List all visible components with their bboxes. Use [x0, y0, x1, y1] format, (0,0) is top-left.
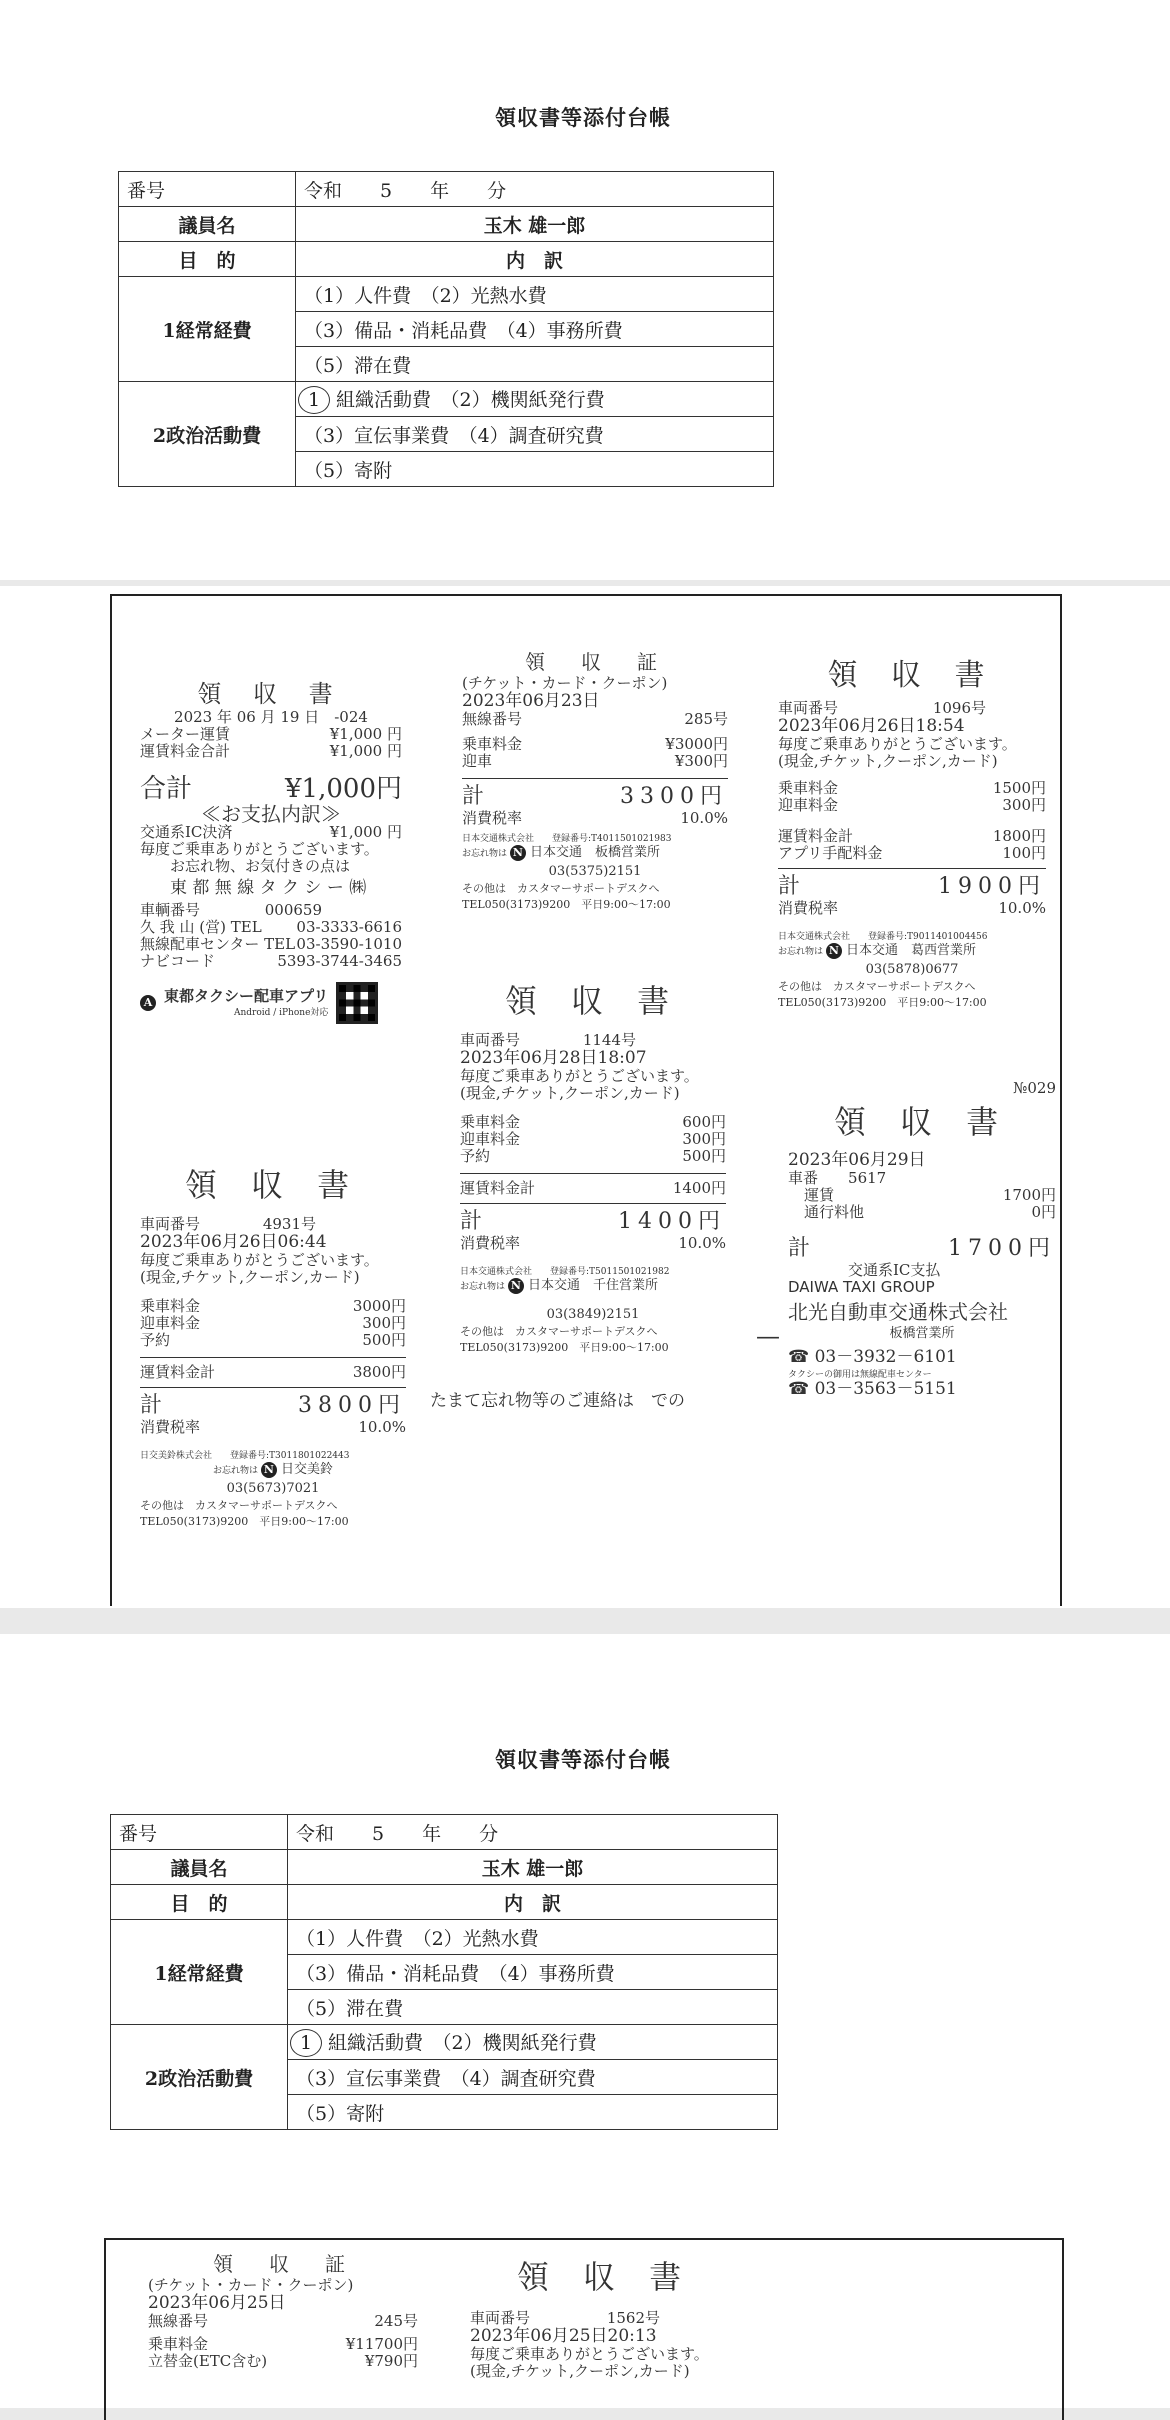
receipt-datetime: 2023年06月26日18:54: [778, 716, 965, 736]
total-line: 計 1900円: [778, 874, 1046, 899]
ledger-cat2-item: （3）宣伝事業費 （4）調査研究費: [296, 417, 774, 452]
ledger-title: 領収書等添付台帳: [495, 105, 671, 130]
ledger-cat1: 1経常経費: [119, 277, 296, 382]
company-reg: 日交美鈴株式会社 登録番号:T3011801022443: [140, 1451, 350, 1461]
ledger-period: 令和 5 年 分: [296, 172, 774, 207]
thanks-text: 毎度ご乗車ありがとうございます。: [470, 2345, 709, 2363]
pay-method: 交通系IC支払: [848, 1261, 941, 1279]
company-reg: 日本交通株式会社 登録番号:T4011501021983: [462, 834, 672, 844]
car-line: 車両番号 1144号: [460, 1031, 636, 1049]
ledger-bango: 番号: [119, 172, 296, 207]
ledger-cat2-item-circled: [288, 2025, 778, 2060]
ledger-member-label: 議員名: [119, 207, 296, 242]
nihon-kotsu-logo-icon: N: [508, 1278, 524, 1294]
receipt-b-2: [470, 2252, 740, 2380]
ledger-cat2-item-circled: [296, 382, 774, 417]
phone-line: ☎ 03－3563－5151: [788, 1379, 957, 1399]
office-name: 板橋営業所: [889, 1326, 955, 1341]
ledger-table: [118, 171, 774, 487]
fare-line: 乗車料金 1500円: [778, 779, 1046, 797]
car-line: 車番 5617: [788, 1169, 887, 1187]
desk-text: その他は カスタマーサポートデスクへ: [140, 1499, 338, 1512]
pay-line: 交通系IC決済 ¥1,000 円: [140, 823, 402, 841]
desk-tel: TEL050(3173)9200 平日9:00～17:00: [140, 1515, 349, 1528]
receipt-hokko: [788, 1080, 1056, 1399]
thanks-text: 毎度ご乗車ありがとうございます。: [778, 735, 1017, 753]
radio-line: 無線番号 245号: [148, 2312, 418, 2330]
tax-line: 消費税率 10.0%: [140, 1418, 406, 1436]
ledger-cat1-item: （5）滞在費: [288, 1990, 778, 2025]
receipt-nikko: [140, 1160, 406, 1529]
fare-line: 乗車料金 3000円: [140, 1297, 406, 1315]
receipt-title: 領 収 書: [833, 1103, 1011, 1141]
office-name: お忘れ物は N 日本交通 千住営業所: [460, 1278, 659, 1293]
fare-line: 乗車料金 ¥3000円: [462, 735, 728, 753]
desk-tel: TEL050(3173)9200 平日9:00～17:00: [462, 898, 671, 911]
info-line: 無線配車センター TEL 03-3590-1010: [140, 935, 402, 953]
receipt-title: 領 収 証: [525, 650, 665, 674]
office-name: お忘れ物は N 日交美鈴: [212, 1462, 334, 1477]
desk-text: その他は カスタマーサポートデスクへ: [460, 1325, 658, 1338]
receipt-kasai: [778, 650, 1046, 1010]
car-line: 車両番号 4931号: [140, 1215, 316, 1233]
tax-line: 消費税率 10.0%: [462, 809, 728, 827]
ledger-cat2-item-text: 組織活動費 （2）機関紙発行費: [336, 388, 605, 411]
ledger-cat1-item: （1）人件費 （2）光熱水費: [288, 1920, 778, 1955]
ledger-member-name: 玉木 雄一郎: [288, 1850, 778, 1885]
tax-line: 消費税率 10.0%: [460, 1234, 726, 1252]
total-line: 合計 ¥1,000円: [140, 774, 402, 804]
info-line: 久 我 山 (営) TEL 03-3333-6616: [140, 918, 402, 936]
company-reg: 日本交通株式会社 登録番号:T5011501021982: [460, 1267, 670, 1277]
office-phone: 03(5878)0677: [865, 962, 959, 977]
receipt-date: 2023 年 06 月 19 日 -024: [174, 708, 368, 726]
receipt-subtitle: (チケット・カード・クーポン): [462, 674, 668, 692]
receipt-date: 2023年06月23日: [462, 691, 600, 711]
receipt-datetime: 2023年06月26日06:44: [140, 1232, 327, 1252]
desk-tel: TEL050(3173)9200 平日9:00～17:00: [778, 996, 987, 1009]
circle-mark: 1: [298, 386, 330, 414]
methods-text: (現金,チケット,クーポン,カード): [778, 752, 998, 770]
ledger-cat1-item: （5）滞在費: [296, 347, 774, 382]
receipt-title: 領 収 書: [827, 658, 997, 693]
ledger-cat2-item: （5）寄附: [288, 2095, 778, 2130]
dash-mark: —: [756, 1322, 780, 1350]
thanks-text: 毎度ご乗車ありがとうございます。: [460, 1067, 699, 1085]
app-name: 東都タクシー配車アプリ: [164, 987, 329, 1005]
ledger-cat1-item: （3）備品・消耗品費 （4）事務所費: [296, 312, 774, 347]
breakdown-heading: ≪お支払内訳≫: [201, 802, 341, 826]
receipt-ticket-2: [148, 2248, 418, 2370]
nihon-kotsu-logo-icon: N: [510, 845, 526, 861]
receipt-date: 2023年06月25日: [148, 2293, 286, 2313]
ledger-cat1-item: （3）備品・消耗品費 （4）事務所費: [288, 1955, 778, 1990]
fare-line: 迎車料金 300円: [460, 1130, 726, 1148]
office-phone: 03(5673)7021: [226, 1481, 320, 1496]
fare-line: 運賃料金計 1800円: [778, 827, 1046, 845]
desk-tel: TEL050(3173)9200 平日9:00～17:00: [460, 1341, 669, 1354]
company-reg: 日本交通株式会社 登録番号:T9011401004456: [778, 932, 988, 942]
total-line: 計 1700円: [788, 1236, 1056, 1261]
methods-text: (現金,チケット,クーポン,カード): [460, 1084, 680, 1102]
receipt-title: 領 収 書: [504, 982, 682, 1020]
ledger-breakdown-label: 内 訳: [288, 1885, 778, 1920]
subtotal-line: 運賃料金計 3800円: [140, 1363, 406, 1381]
office-name: お忘れ物は N 日本交通 葛西営業所: [778, 943, 977, 958]
group-name: DAIWA TAXI GROUP: [788, 1278, 935, 1296]
ledger-bango: 番号: [111, 1815, 288, 1850]
ledger-table: [110, 1814, 778, 2130]
ledger-cat1-item: （1）人件費 （2）光熱水費: [296, 277, 774, 312]
receipt-itabashi: [462, 646, 728, 912]
nikko-logo-icon: N: [261, 1462, 277, 1478]
receipt-subtitle: (チケット・カード・クーポン): [148, 2276, 354, 2294]
subtotal-line: 運賃料金計 1400円: [460, 1179, 726, 1197]
receipt-title: 領 収 書: [184, 1166, 362, 1204]
office-name: お忘れ物は N 日本交通 板橋営業所: [462, 845, 661, 860]
office-phone: 03(3849)2151: [546, 1307, 640, 1322]
info-line: ナビコード 5393-3744-3465: [140, 952, 402, 970]
car-line: 車両番号 1096号: [778, 699, 986, 717]
fare-line: 立替金(ETC含む) ¥790円: [148, 2352, 418, 2370]
car-line: 車両番号 1562号: [470, 2309, 660, 2327]
fare-line: 迎車料金 300円: [140, 1314, 406, 1332]
ledger-cat2-item-text: 組織活動費 （2）機関紙発行費: [328, 2031, 597, 2054]
ledger-member-name: 玉木 雄一郎: [296, 207, 774, 242]
receipt-date: 2023年06月29日: [788, 1150, 926, 1170]
total-line: 計 3300円: [462, 784, 728, 809]
fare-line: 運賃料金合計 ¥1,000 円: [140, 742, 402, 760]
cutoff-text: たまて忘れ物等のご連絡は での: [430, 1391, 685, 1411]
app-logo-icon: A: [140, 995, 156, 1011]
circle-mark: 1: [290, 2029, 322, 2057]
ledger-title: 領収書等添付台帳: [495, 1747, 671, 1772]
thanks-text: 毎度ご乗車ありがとうございます。: [140, 840, 379, 858]
nihon-kotsu-logo-icon: N: [826, 943, 842, 959]
methods-text: (現金,チケット,クーポン,カード): [140, 1268, 360, 1286]
thanks-text: 毎度ご乗車ありがとうございます。: [140, 1251, 379, 1269]
phone-icon: ☎: [788, 1379, 810, 1399]
qr-code-icon: [336, 982, 378, 1024]
ledger-cat1: 1経常経費: [111, 1920, 288, 2025]
ledger-page-2: [0, 1634, 1170, 2408]
ledger-period: 令和 5 年 分: [288, 1815, 778, 1850]
ledger-cat2-item: （5）寄附: [296, 452, 774, 487]
phone-icon: ☎: [788, 1347, 810, 1367]
total-line: 計 1400円: [460, 1209, 726, 1234]
ledger-cat2-item: （3）宣伝事業費 （4）調査研究費: [288, 2060, 778, 2095]
ledger-purpose-label: 目 的: [119, 242, 296, 277]
receipt-datetime: 2023年06月25日20:13: [470, 2326, 657, 2346]
tax-line: 消費税率 10.0%: [778, 899, 1046, 917]
receipt-no: №029: [1013, 1079, 1056, 1097]
app-banner: [140, 982, 402, 1024]
fare-line: 乗車料金 600円: [460, 1113, 726, 1131]
fare-line: 予約 500円: [140, 1331, 406, 1349]
ledger-page-1: [0, 0, 1170, 580]
phone-line: ☎ 03－3932－6101: [788, 1347, 957, 1367]
fare-line: 運賃 1700円: [804, 1186, 1056, 1204]
office-phone: 03(5375)2151: [548, 864, 642, 879]
receipt-senju: [460, 976, 726, 1355]
fare-line: メーター運賃 ¥1,000 円: [140, 725, 402, 743]
receipt-title: 領 収 書: [516, 2258, 694, 2296]
receipt-tomusen: [140, 674, 402, 1024]
lost-text: お忘れ物、お気付きの点は: [170, 857, 351, 875]
receipt-title: 領 収 書: [197, 680, 345, 708]
desk-text: その他は カスタマーサポートデスクへ: [462, 882, 660, 895]
receipt-datetime: 2023年06月28日18:07: [460, 1048, 647, 1068]
fare-line: 予約 500円: [460, 1147, 726, 1165]
dispatch-note: タクシーの御用は無線配車センター: [788, 1370, 932, 1380]
ledger-cat2: 2政治活動費: [111, 2025, 288, 2130]
fare-line: 迎車料金 300円: [778, 796, 1046, 814]
ledger-purpose-label: 目 的: [111, 1885, 288, 1920]
ledger-breakdown-label: 内 訳: [296, 242, 774, 277]
receipts-page: [0, 586, 1170, 1608]
company-name: 東 都 無 線 タ ク シ ー ㈱: [170, 878, 367, 898]
receipt-title: 領 収 証: [213, 2252, 353, 2276]
desk-text: その他は カスタマーサポートデスクへ: [778, 980, 976, 993]
app-sub: Android / iPhone対応: [233, 1008, 329, 1018]
total-line: 計 3800円: [140, 1393, 406, 1418]
company-name: 北光自動車交通株式会社: [788, 1300, 1008, 1324]
fare-line: 通行料他 0円: [804, 1203, 1056, 1221]
fare-line: 迎車 ¥300円: [462, 752, 728, 770]
fare-line: アプリ手配料金 100円: [778, 844, 1046, 862]
fare-line: 乗車料金 ¥11700円: [148, 2335, 418, 2353]
methods-text: (現金,チケット,クーポン,カード): [470, 2362, 690, 2380]
ledger-cat2: 2政治活動費: [119, 382, 296, 487]
radio-line: 無線番号 285号: [462, 710, 728, 728]
info-line: 車輌番号 000659: [140, 901, 322, 919]
ledger-member-label: 議員名: [111, 1850, 288, 1885]
